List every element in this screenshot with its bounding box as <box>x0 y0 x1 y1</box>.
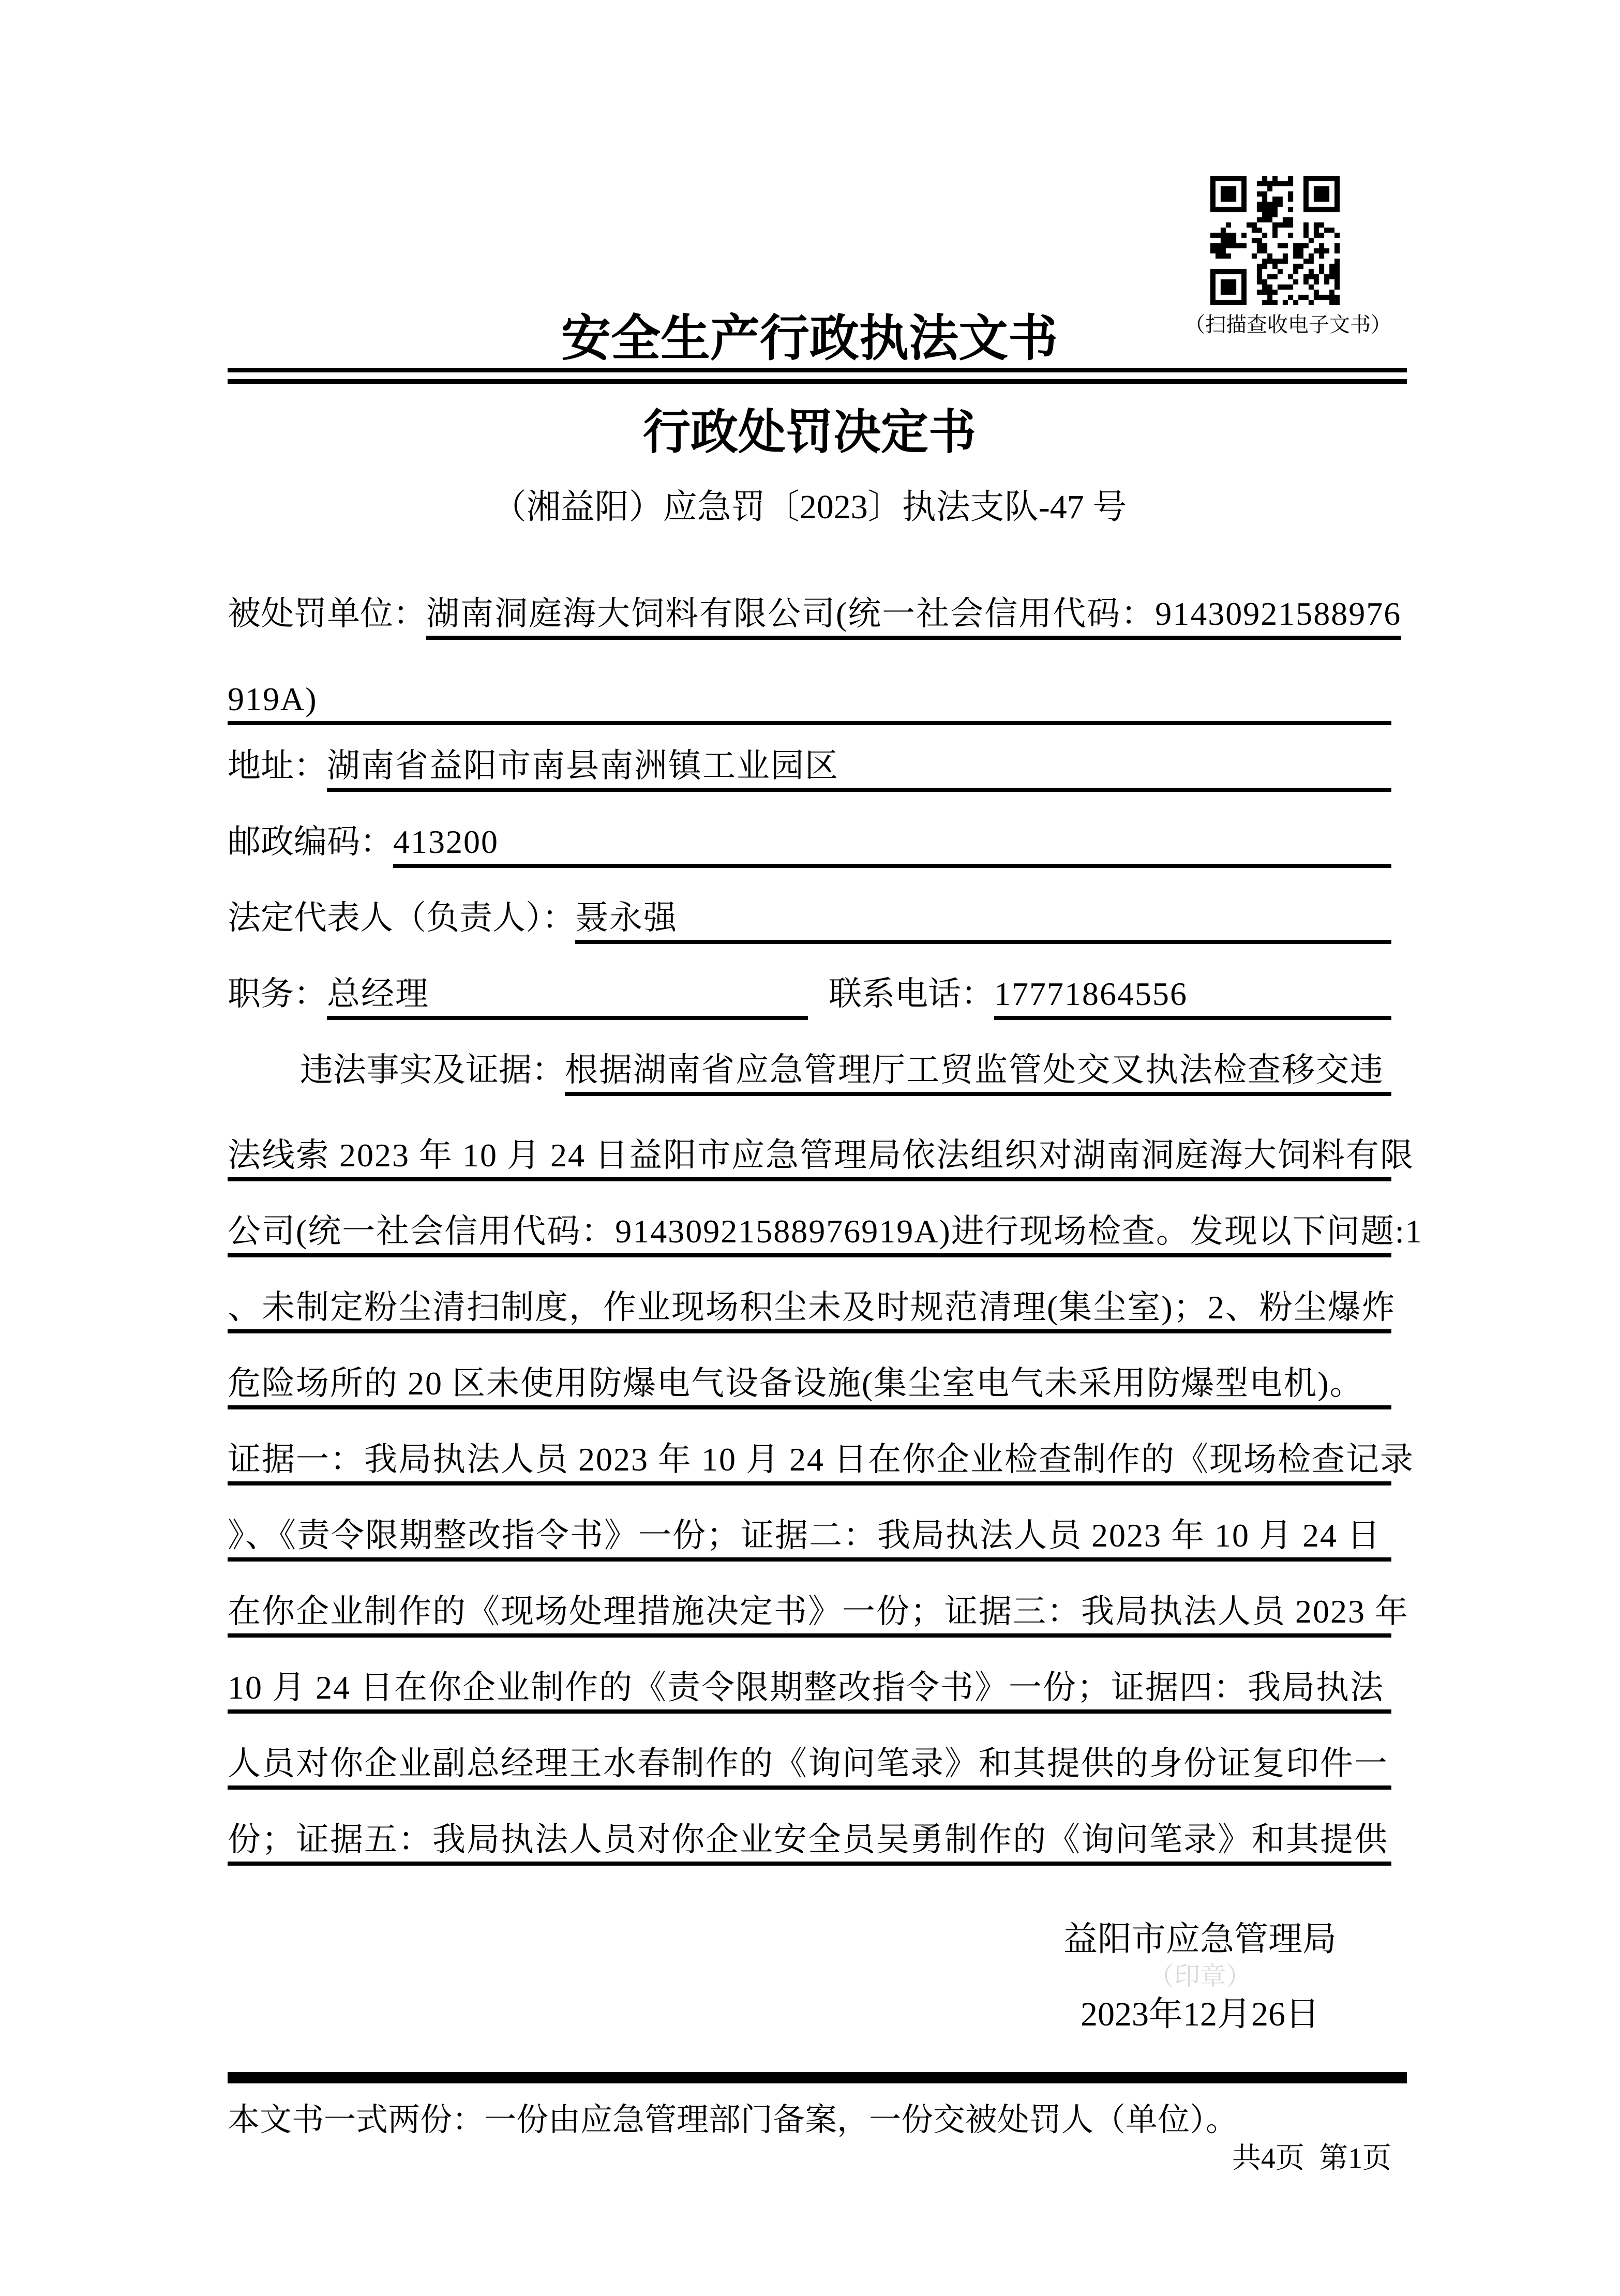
field-postcode <box>228 821 1391 868</box>
postcode-value: 413200 <box>393 826 1391 868</box>
footer-rule <box>228 2072 1407 2083</box>
facts-line: 危险场所的 20 区未使用防爆电气设备设施(集尘室电气未采用防爆型电机)。 <box>228 1354 1391 1409</box>
penalized-unit-label: 被处罚单位： <box>228 595 426 632</box>
field-penalized-unit-continued <box>228 669 1391 725</box>
issuing-agency: 益阳市应急管理局 <box>1063 1920 1337 1958</box>
doc-title: 行政处罚决定书 <box>642 406 976 459</box>
qr-code <box>1210 176 1340 305</box>
field-position-and-phone <box>228 973 1391 1020</box>
penalized-unit-value: 湖南洞庭海大饲料有限公司(统一社会信用代码：91430921588976 <box>426 597 1401 640</box>
facts-line: 公司(统一社会信用代码：91430921588976919A)进行现场检查。发现以下问题:1 <box>228 1202 1391 1257</box>
facts-line: 10 月 24 日在你企业制作的《责令限期整改指令书》一份；证据四：我局执法 <box>228 1658 1391 1714</box>
qr-caption: （扫描查收电子文书） <box>1184 313 1391 336</box>
penalized-unit-value-cont: 919A) <box>228 681 318 717</box>
facts-line: 、未制定粉尘清扫制度，作业现场积尘未及时规范清理(集尘室)；2、粉尘爆炸 <box>228 1278 1391 1333</box>
position-label: 职务： <box>228 976 327 1012</box>
position-value: 总经理 <box>327 978 808 1020</box>
facts-line: 份；证据五：我局执法人员对你企业安全员吴勇制作的《询问笔录》和其提供 <box>228 1810 1391 1866</box>
issue-date: 2023年12月26日 <box>1081 1995 1319 2033</box>
facts-line: 人员对你企业副总经理王水春制作的《询问笔录》和其提供的身份证复印件一 <box>228 1734 1391 1790</box>
phone-value: 17771864556 <box>994 978 1391 1020</box>
page-info: 共4页 第1页 <box>1232 2142 1391 2174</box>
legal-rep-label: 法定代表人（负责人）： <box>228 899 575 936</box>
facts-label: 违法事实及证据： <box>300 1052 565 1088</box>
seal-placeholder: （印章） <box>1148 1961 1252 1991</box>
facts-line: 证据一：我局执法人员 2023 年 10 月 24 日在你企业检查制作的《现场检查记录 <box>228 1430 1391 1485</box>
address-label: 地址： <box>228 747 327 784</box>
address-value: 湖南省益阳市南县南洲镇工业园区 <box>327 749 1391 792</box>
field-legal-representative <box>228 897 1391 944</box>
header-double-rule <box>228 368 1407 384</box>
facts-line: 法线索 2023 年 10 月 24 日益阳市应急管理局依法组织对湖南洞庭海大饲料有限 <box>228 1126 1391 1181</box>
postcode-label: 邮政编码： <box>228 823 393 860</box>
facts-first-line-value: 根据湖南省应急管理厅工贸监管处交叉执法检查移交违 <box>565 1054 1391 1096</box>
legal-rep-value: 聂永强 <box>575 902 1391 944</box>
footer-note: 本文书一式两份：一份由应急管理部门备案，一份交被处罚人（单位）。 <box>228 2103 1238 2138</box>
facts-line: 》、《责令限期整改指令书》一份；证据二：我局执法人员 2023 年 10 月 24 日 <box>228 1506 1391 1562</box>
phone-label: 联系电话： <box>829 976 994 1012</box>
signature-block <box>1055 1920 1345 2034</box>
field-address <box>228 745 1391 792</box>
facts-line: 在你企业制作的《现场处理措施决定书》一份；证据三：我局执法人员 2023 年 <box>228 1582 1391 1638</box>
facts-first-line <box>228 1049 1391 1096</box>
field-penalized-unit <box>228 593 1402 640</box>
doc-number: （湘益阳）应急罚〔2023〕执法支队-47 号 <box>492 488 1127 526</box>
doc-category-title: 安全生产行政执法文书 <box>561 311 1058 366</box>
